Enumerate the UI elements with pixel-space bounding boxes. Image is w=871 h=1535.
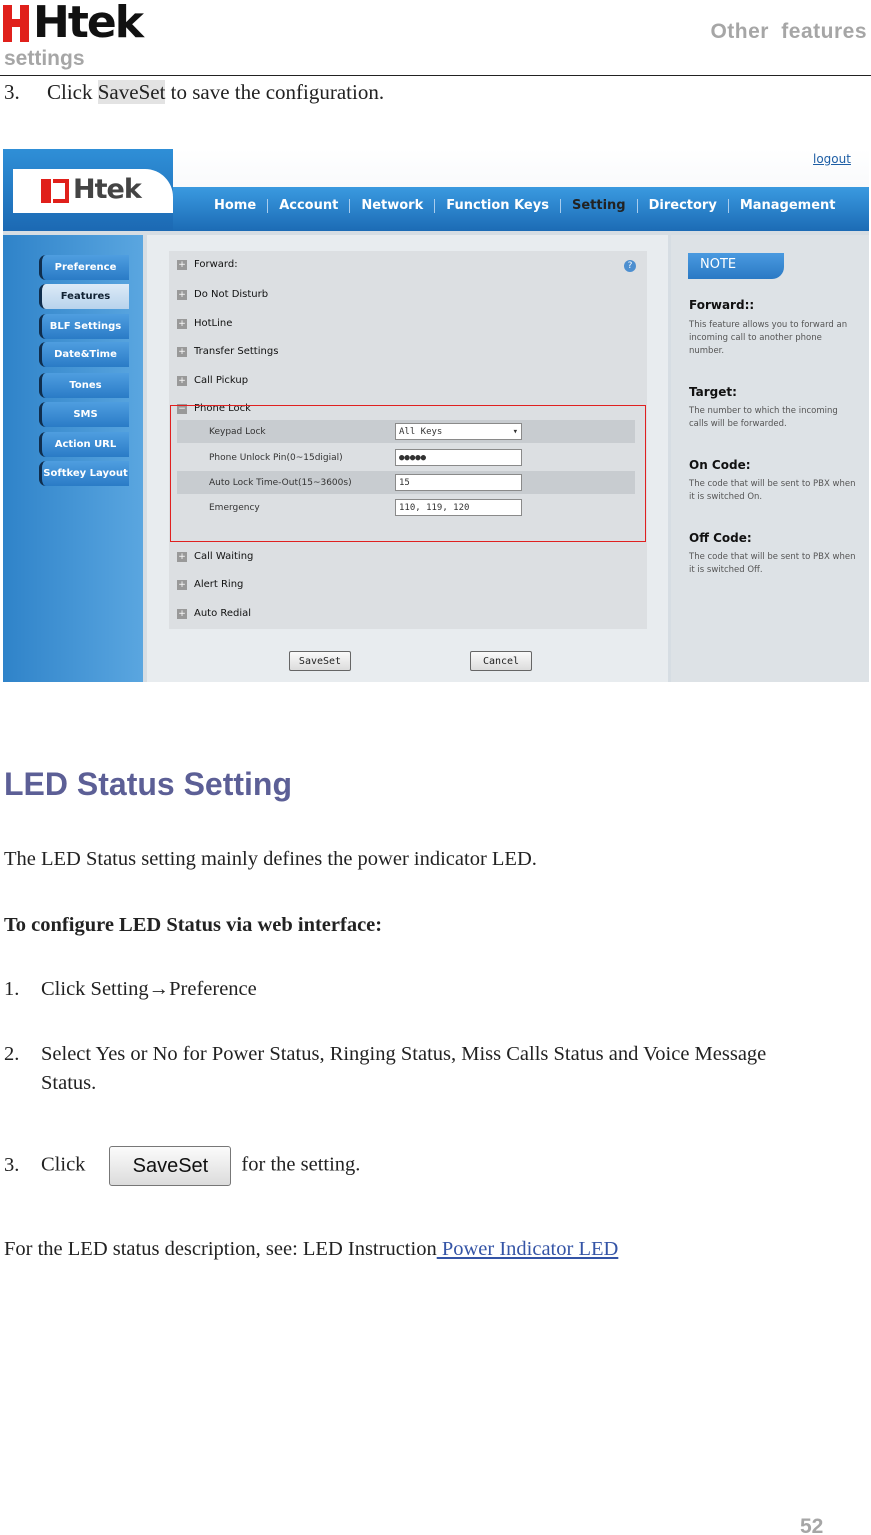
- page-header: [0, 0, 871, 76]
- sidebar-item-features[interactable]: Features: [39, 284, 129, 309]
- ui-logo: [13, 169, 173, 213]
- collapse-icon: −: [178, 403, 186, 414]
- saveset-button-image: SaveSet: [109, 1146, 231, 1186]
- expand-icon: +: [178, 346, 186, 357]
- note-text: The code that will be sent to PBX when it is switched On.: [689, 479, 856, 502]
- field-unlock-pin: Phone Unlock Pin(0~15digial) ●●●●●: [177, 446, 635, 469]
- expand-icon: +: [178, 608, 186, 619]
- ui-sidebar: [3, 235, 143, 682]
- section-hotline[interactable]: + HotLine: [178, 318, 233, 329]
- sidebar-item-blf-settings[interactable]: BLF Settings: [39, 314, 129, 339]
- section-auto-redial[interactable]: + Auto Redial: [178, 608, 252, 619]
- step-2: 2. Select Yes or No for Power Status, Ringing Status, Miss Calls Status and Voice Message Status.: [4, 1043, 767, 1094]
- section-call-waiting[interactable]: + Call Waiting: [178, 551, 254, 562]
- section-phone-lock[interactable]: − Phone Lock: [178, 403, 251, 414]
- field-keypad-lock: Keypad Lock All Keys ▾: [177, 420, 635, 443]
- intro-step: [4, 80, 384, 105]
- expand-icon: +: [178, 375, 186, 386]
- header-title-right: Other features: [710, 20, 867, 43]
- expand-icon: +: [178, 579, 186, 590]
- note-text: The number to which the incoming calls will be forwarded.: [689, 406, 838, 429]
- unlock-pin-input[interactable]: ●●●●●: [395, 449, 522, 466]
- note-title: Forward::: [689, 298, 755, 312]
- nav-home[interactable]: Home: [214, 198, 257, 213]
- ui-main-content: [147, 235, 668, 682]
- note-title: On Code:: [689, 458, 751, 472]
- section-call-pickup[interactable]: + Call Pickup: [178, 375, 249, 386]
- logo-mark-icon: [3, 3, 31, 43]
- step-number: 3.: [4, 80, 20, 104]
- chevron-down-icon: ▾: [512, 426, 518, 437]
- section-do-not-disturb[interactable]: + Do Not Disturb: [178, 289, 269, 300]
- nav-function-keys[interactable]: Function Keys: [446, 198, 549, 213]
- expand-icon: +: [178, 318, 186, 329]
- sidebar-item-preference[interactable]: Preference: [39, 255, 129, 280]
- header-title-left: settings: [4, 47, 85, 70]
- page-number: 52: [800, 1515, 824, 1535]
- note-title: Off Code:: [689, 531, 752, 545]
- saveset-button[interactable]: SaveSet: [289, 651, 351, 671]
- ui-main-nav: [203, 198, 847, 213]
- field-emergency: Emergency 110, 119, 120: [177, 496, 635, 519]
- web-ui-screenshot: [3, 149, 869, 682]
- expand-icon: +: [178, 551, 186, 562]
- nav-directory[interactable]: Directory: [648, 198, 717, 213]
- footer-reference: For the LED status description, see: LED Instruction Power Indicator LED: [4, 1238, 619, 1260]
- keypad-lock-select[interactable]: All Keys ▾: [395, 423, 522, 440]
- nav-account[interactable]: Account: [279, 198, 339, 213]
- section-subhead: To configure LED Status via web interface:: [4, 914, 383, 936]
- sidebar-item-date-time[interactable]: Date&Time: [39, 342, 129, 367]
- nav-management[interactable]: Management: [739, 198, 836, 213]
- section-title: LED Status Setting: [4, 766, 293, 802]
- ui-logo-mark-icon: [41, 179, 51, 203]
- sidebar-item-tones[interactable]: Tones: [39, 373, 129, 398]
- arrow-right-icon: →: [148, 978, 170, 1000]
- note-panel: [671, 235, 869, 682]
- step-1: 1. Click Setting→Preference: [4, 978, 257, 1000]
- field-auto-lock-timeout: Auto Lock Time-Out(15~3600s) 15: [177, 471, 635, 494]
- section-alert-ring[interactable]: + Alert Ring: [178, 579, 244, 590]
- logout-link[interactable]: logout: [813, 152, 851, 166]
- note-text: This feature allows you to forward an incoming call to another phone number.: [689, 320, 848, 356]
- sidebar-item-softkey-layout[interactable]: Softkey Layout: [39, 461, 129, 486]
- step-suffix: to save the configuration.: [170, 80, 385, 104]
- note-title: Target:: [689, 385, 737, 399]
- section-transfer-settings[interactable]: + Transfer Settings: [178, 346, 279, 357]
- ui-logo-text: Htek: [73, 174, 141, 205]
- power-indicator-led-link[interactable]: Power Indicator LED: [436, 1238, 619, 1260]
- expand-icon: +: [178, 289, 186, 300]
- section-forward[interactable]: + Forward:: [178, 259, 238, 270]
- section-intro: The LED Status setting mainly defines the power indicator LED.: [4, 848, 537, 870]
- cancel-button[interactable]: Cancel: [470, 651, 532, 671]
- htek-logo: [3, 0, 142, 48]
- help-icon[interactable]: ?: [624, 260, 636, 272]
- phone-lock-highlight: [170, 405, 646, 542]
- step-highlight: SaveSet: [97, 80, 166, 104]
- sidebar-item-action-url[interactable]: Action URL: [39, 432, 129, 457]
- note-tab: NOTE: [688, 253, 784, 279]
- nav-setting[interactable]: Setting: [571, 198, 626, 213]
- note-text: The code that will be sent to PBX when it is switched Off.: [689, 552, 856, 575]
- nav-network[interactable]: Network: [361, 198, 424, 213]
- emergency-input[interactable]: 110, 119, 120: [395, 499, 522, 516]
- logo-text: Htek: [33, 0, 142, 48]
- sidebar-item-sms[interactable]: SMS: [39, 402, 129, 427]
- auto-lock-timeout-input[interactable]: 15: [395, 474, 522, 491]
- expand-icon: +: [178, 259, 186, 270]
- step-prefix: Click: [47, 80, 93, 104]
- step-3: 3. Click SaveSet for the setting.: [4, 1146, 360, 1186]
